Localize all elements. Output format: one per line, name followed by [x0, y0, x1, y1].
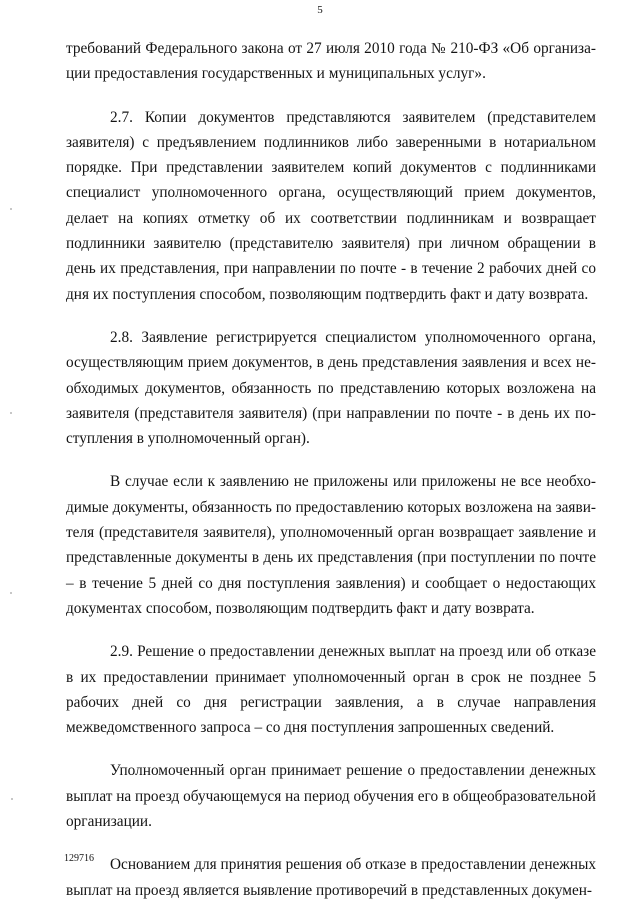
- page-number: 5: [317, 4, 323, 16]
- paragraph-2-9-refusal: Основанием для принятия решения об отказе в предоставлении денежных выплат на проезд является выявление противоречий в представленных докумен-: [66, 856, 596, 899]
- paragraph-2-9: 2.9. Решение о предоставлении денежных выплат на проезд или об отказе в их предоставлении принимает уполномоченный орган в срок не позднее 5 рабочих дней со дня регистрации заявления, а в случае направления межведомственного запроса – со дня поступления запрошенных сведений.: [66, 643, 596, 737]
- scan-speck: [10, 592, 12, 594]
- paragraph-2-8: 2.8. Заявление регистрируется специалистом уполномоченного органа, осуществляющим прием документов, в день представления заявления и всех необходимых документов, обязанность по представлению которых возложена на заявителя (представителя заявителя) (при направлении по почте - в день их поступления в уполномоченный орган).: [66, 328, 596, 448]
- scan-speck: [10, 208, 12, 210]
- document-code: 129716: [64, 853, 94, 864]
- document-body: [66, 36, 596, 921]
- paragraph-continuation: требований Федерального закона от 27 июля 2010 года № 210-ФЗ «Об организации предоставления государственных и муниципальных услуг».: [66, 40, 596, 83]
- paragraph-2-7: 2.7. Копии документов представляются заявителем (представителем заявителя) с предъявлением подлинников либо заверенными в нотариальном порядке. При представлении заявителем копий документов с подлинниками специалист уполномоченного органа, осуществляющий прием документов, делает на копиях отметку об их соответствии подлинникам и возвращает подлинники заявителю (представителю заявителя) при личном обращении в день их представления, при направлении по почте - в течение 2 рабочих дней со дня их поступления способом, позволяющим подтвердить факт и дату возврата.: [66, 108, 596, 303]
- scan-speck: [10, 412, 12, 414]
- paragraph-2-8-return: В случае если к заявлению не приложены или приложены не все необходимые документы, обязанность по предоставлению которых возложена на заявителя (представителя заявителя), уполномоченный орган возвращает заявление и представленные документы в день их представления (при поступлении по почте – в течение 5 дней со дня поступления заявления) и сообщает о недостающих документах способом, позволяющим подтвердить факт и дату возврата.: [66, 473, 596, 617]
- paragraph-2-9-decision: Уполномоченный орган принимает решение о предоставлении денежных выплат на проезд обучающемуся на период обучения его в общеобразовательной организации.: [66, 762, 596, 831]
- scan-speck: [11, 798, 13, 800]
